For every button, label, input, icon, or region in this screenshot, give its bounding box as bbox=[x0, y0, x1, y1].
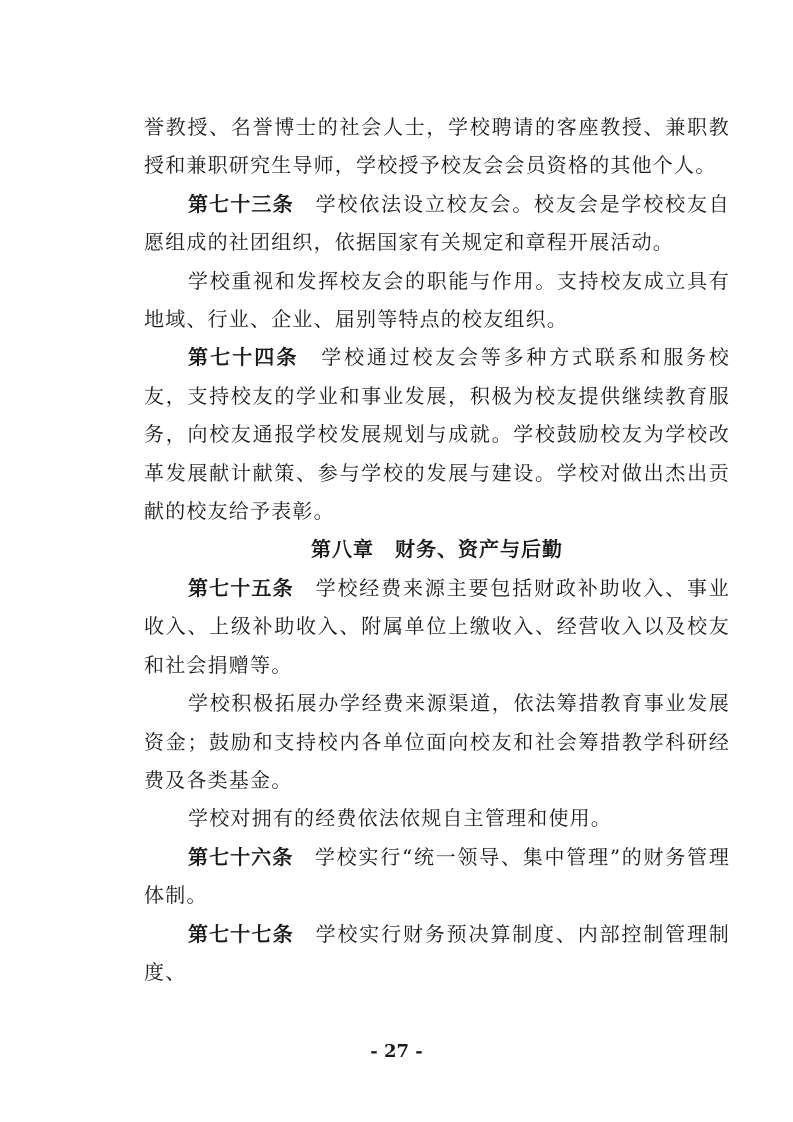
article-number: 第七十五条 bbox=[188, 575, 294, 600]
paragraph: 第七十六条 学校实行“统一领导、集中管理”的财务管理体制。 bbox=[144, 844, 731, 908]
document-body bbox=[144, 108, 730, 991]
paragraph: 学校对拥有的经费依法依规自主管理和使用。 bbox=[188, 806, 612, 831]
paragraph: 学校重视和发挥校友会的职能与作用。支持校友成立具有地域、行业、企业、届别等特点的校友组织。 bbox=[144, 268, 730, 332]
page-number: - 27 - bbox=[370, 1041, 423, 1062]
article-number: 第七十四条 bbox=[188, 345, 299, 370]
article-number: 第七十三条 bbox=[188, 191, 294, 216]
paragraph: 第七十七条 学校实行财务预决算制度、内部控制管理制度、 bbox=[144, 921, 731, 984]
chapter-heading: 第八章 财务、资产与后勤 bbox=[311, 537, 563, 562]
article-number: 第七十六条 bbox=[188, 844, 294, 869]
paragraph: 誉教授、名誉博士的社会人士，学校聘请的客座教授、兼职教授和兼职研究生导师，学校授予校友会会员资格的其他个人。 bbox=[144, 115, 730, 178]
paragraph: 第七十三条 学校依法设立校友会。校友会是学校校友自愿组成的社团组织，依据国家有关规定和章程开展活动。 bbox=[144, 191, 731, 255]
paragraph: 第七十四条 学校通过校友会等多种方式联系和服务校友，支持校友的学业和事业发展，积极为校友提供继续教育服务，向校友通报学校发展规划与成就。学校鼓励校友为学校改革发展献计献策、参与学校的发展与建设。学校对做出杰出贡献的校友给予表彰。 bbox=[144, 345, 730, 524]
article-number: 第七十七条 bbox=[188, 921, 294, 946]
paragraph: 第七十五条 学校经费来源主要包括财政补助收入、事业收入、上级补助收入、附属单位上缴收入、经营收入以及校友和社会捐赠等。 bbox=[144, 575, 731, 677]
paragraph: 学校积极拓展办学经费来源渠道，依法筹措教育事业发展资金；鼓励和支持校内各单位面向校友和社会筹措教学科研经费及各类基金。 bbox=[144, 691, 730, 792]
